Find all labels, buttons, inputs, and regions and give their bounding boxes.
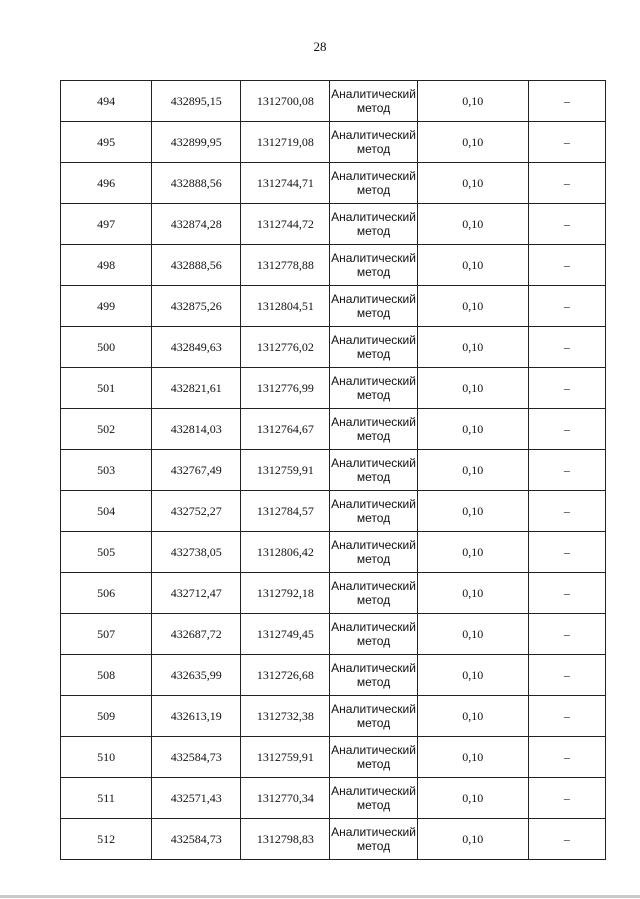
accuracy-cell: 0,10: [417, 573, 528, 614]
x-coordinate-cell: 432712,47: [152, 573, 241, 614]
y-coordinate-cell: 1312792,18: [241, 573, 330, 614]
point-number-cell: 497: [61, 204, 152, 245]
method-line-2: метод: [356, 634, 391, 648]
x-coordinate-cell: 432849,63: [152, 327, 241, 368]
y-coordinate-cell: 1312778,88: [241, 245, 330, 286]
table-row: [61, 122, 606, 163]
accuracy-cell: 0,10: [417, 532, 528, 573]
table-row: [61, 573, 606, 614]
note-cell: –: [528, 819, 605, 860]
table-row: [61, 819, 606, 860]
y-coordinate-cell: 1312726,68: [241, 655, 330, 696]
method-line-1: Аналитический: [331, 87, 416, 101]
method-line-1: Аналитический: [331, 251, 416, 265]
method-line-1: Аналитический: [331, 374, 416, 388]
table-row: [61, 204, 606, 245]
method-cell: [330, 122, 417, 163]
coordinates-table: [60, 80, 606, 860]
note-cell: –: [528, 737, 605, 778]
method-cell: [330, 81, 417, 122]
method-cell: [330, 163, 417, 204]
note-cell: –: [528, 327, 605, 368]
method-cell: [330, 327, 417, 368]
method-line-2: метод: [356, 470, 391, 484]
accuracy-cell: 0,10: [417, 696, 528, 737]
x-coordinate-cell: 432821,61: [152, 368, 241, 409]
table-row: [61, 696, 606, 737]
method-line-1: Аналитический: [331, 579, 416, 593]
x-coordinate-cell: 432613,19: [152, 696, 241, 737]
point-number-cell: 501: [61, 368, 152, 409]
table-row: [61, 491, 606, 532]
method-line-2: метод: [356, 306, 391, 320]
method-line-1: Аналитический: [331, 415, 416, 429]
method-line-2: метод: [356, 101, 391, 115]
note-cell: –: [528, 163, 605, 204]
accuracy-cell: 0,10: [417, 204, 528, 245]
method-line-1: Аналитический: [331, 456, 416, 470]
point-number-cell: 496: [61, 163, 152, 204]
method-line-2: метод: [356, 593, 391, 607]
method-line-2: метод: [356, 265, 391, 279]
x-coordinate-cell: 432895,15: [152, 81, 241, 122]
point-number-cell: 504: [61, 491, 152, 532]
y-coordinate-cell: 1312806,42: [241, 532, 330, 573]
y-coordinate-cell: 1312759,91: [241, 450, 330, 491]
x-coordinate-cell: 432875,26: [152, 286, 241, 327]
y-coordinate-cell: 1312776,99: [241, 368, 330, 409]
point-number-cell: 512: [61, 819, 152, 860]
page-number: 28: [313, 39, 327, 54]
point-number-cell: 506: [61, 573, 152, 614]
table-row: [61, 81, 606, 122]
y-coordinate-cell: 1312759,91: [241, 737, 330, 778]
accuracy-cell: 0,10: [417, 368, 528, 409]
note-cell: –: [528, 573, 605, 614]
note-cell: –: [528, 368, 605, 409]
accuracy-cell: 0,10: [417, 409, 528, 450]
x-coordinate-cell: 432767,49: [152, 450, 241, 491]
note-cell: –: [528, 286, 605, 327]
note-cell: –: [528, 204, 605, 245]
y-coordinate-cell: 1312719,08: [241, 122, 330, 163]
table-row: [61, 614, 606, 655]
note-cell: –: [528, 778, 605, 819]
table-row: [61, 778, 606, 819]
method-cell: [330, 204, 417, 245]
method-line-2: метод: [356, 552, 391, 566]
point-number-cell: 507: [61, 614, 152, 655]
method-line-1: Аналитический: [331, 210, 416, 224]
accuracy-cell: 0,10: [417, 122, 528, 163]
y-coordinate-cell: 1312744,72: [241, 204, 330, 245]
y-coordinate-cell: 1312732,38: [241, 696, 330, 737]
method-line-2: метод: [356, 511, 391, 525]
accuracy-cell: 0,10: [417, 778, 528, 819]
x-coordinate-cell: 432814,03: [152, 409, 241, 450]
note-cell: –: [528, 696, 605, 737]
x-coordinate-cell: 432584,73: [152, 737, 241, 778]
point-number-cell: 511: [61, 778, 152, 819]
y-coordinate-cell: 1312798,83: [241, 819, 330, 860]
method-line-1: Аналитический: [331, 702, 416, 716]
y-coordinate-cell: 1312784,57: [241, 491, 330, 532]
point-number-cell: 508: [61, 655, 152, 696]
table-row: [61, 737, 606, 778]
method-cell: [330, 819, 417, 860]
method-line-1: Аналитический: [331, 825, 416, 839]
accuracy-cell: 0,10: [417, 819, 528, 860]
table-row: [61, 450, 606, 491]
accuracy-cell: 0,10: [417, 286, 528, 327]
method-cell: [330, 409, 417, 450]
method-cell: [330, 450, 417, 491]
y-coordinate-cell: 1312700,08: [241, 81, 330, 122]
method-cell: [330, 737, 417, 778]
table-row: [61, 655, 606, 696]
table-row: [61, 409, 606, 450]
y-coordinate-cell: 1312770,34: [241, 778, 330, 819]
method-line-1: Аналитический: [331, 784, 416, 798]
method-line-2: метод: [356, 224, 391, 238]
table-row: [61, 286, 606, 327]
note-cell: –: [528, 245, 605, 286]
point-number-cell: 509: [61, 696, 152, 737]
note-cell: –: [528, 450, 605, 491]
accuracy-cell: 0,10: [417, 163, 528, 204]
method-line-2: метод: [356, 839, 391, 853]
note-cell: –: [528, 122, 605, 163]
accuracy-cell: 0,10: [417, 81, 528, 122]
method-line-2: метод: [356, 388, 391, 402]
method-line-2: метод: [356, 429, 391, 443]
method-cell: [330, 655, 417, 696]
table-row: [61, 532, 606, 573]
note-cell: –: [528, 655, 605, 696]
point-number-cell: 510: [61, 737, 152, 778]
point-number-cell: 498: [61, 245, 152, 286]
method-line-1: Аналитический: [331, 661, 416, 675]
method-cell: [330, 491, 417, 532]
method-line-1: Аналитический: [331, 497, 416, 511]
table-row: [61, 327, 606, 368]
y-coordinate-cell: 1312776,02: [241, 327, 330, 368]
point-number-cell: 499: [61, 286, 152, 327]
method-line-2: метод: [356, 757, 391, 771]
table-body: [61, 81, 606, 860]
y-coordinate-cell: 1312749,45: [241, 614, 330, 655]
accuracy-cell: 0,10: [417, 614, 528, 655]
x-coordinate-cell: 432635,99: [152, 655, 241, 696]
note-cell: –: [528, 81, 605, 122]
note-cell: –: [528, 409, 605, 450]
table-row: [61, 368, 606, 409]
accuracy-cell: 0,10: [417, 655, 528, 696]
y-coordinate-cell: 1312764,67: [241, 409, 330, 450]
x-coordinate-cell: 432584,73: [152, 819, 241, 860]
accuracy-cell: 0,10: [417, 450, 528, 491]
x-coordinate-cell: 432888,56: [152, 245, 241, 286]
method-line-2: метод: [356, 347, 391, 361]
point-number-cell: 505: [61, 532, 152, 573]
note-cell: –: [528, 614, 605, 655]
method-line-1: Аналитический: [331, 333, 416, 347]
method-cell: [330, 778, 417, 819]
method-cell: [330, 696, 417, 737]
method-cell: [330, 286, 417, 327]
x-coordinate-cell: 432874,28: [152, 204, 241, 245]
point-number-cell: 503: [61, 450, 152, 491]
x-coordinate-cell: 432752,27: [152, 491, 241, 532]
method-cell: [330, 614, 417, 655]
table-row: [61, 163, 606, 204]
y-coordinate-cell: 1312744,71: [241, 163, 330, 204]
method-cell: [330, 245, 417, 286]
method-line-1: Аналитический: [331, 538, 416, 552]
x-coordinate-cell: 432888,56: [152, 163, 241, 204]
method-line-1: Аналитический: [331, 128, 416, 142]
note-cell: –: [528, 532, 605, 573]
x-coordinate-cell: 432738,05: [152, 532, 241, 573]
method-cell: [330, 532, 417, 573]
method-line-1: Аналитический: [331, 292, 416, 306]
table-row: [61, 245, 606, 286]
method-line-1: Аналитический: [331, 620, 416, 634]
accuracy-cell: 0,10: [417, 245, 528, 286]
note-cell: –: [528, 491, 605, 532]
point-number-cell: 494: [61, 81, 152, 122]
method-line-1: Аналитический: [331, 169, 416, 183]
accuracy-cell: 0,10: [417, 327, 528, 368]
accuracy-cell: 0,10: [417, 737, 528, 778]
method-line-2: метод: [356, 183, 391, 197]
point-number-cell: 500: [61, 327, 152, 368]
method-line-1: Аналитический: [331, 743, 416, 757]
point-number-cell: 502: [61, 409, 152, 450]
method-line-2: метод: [356, 798, 391, 812]
x-coordinate-cell: 432687,72: [152, 614, 241, 655]
method-line-2: метод: [356, 142, 391, 156]
point-number-cell: 495: [61, 122, 152, 163]
scan-edge: [0, 895, 640, 898]
method-cell: [330, 368, 417, 409]
y-coordinate-cell: 1312804,51: [241, 286, 330, 327]
method-line-2: метод: [356, 675, 391, 689]
method-cell: [330, 573, 417, 614]
accuracy-cell: 0,10: [417, 491, 528, 532]
x-coordinate-cell: 432899,95: [152, 122, 241, 163]
x-coordinate-cell: 432571,43: [152, 778, 241, 819]
method-line-2: метод: [356, 716, 391, 730]
